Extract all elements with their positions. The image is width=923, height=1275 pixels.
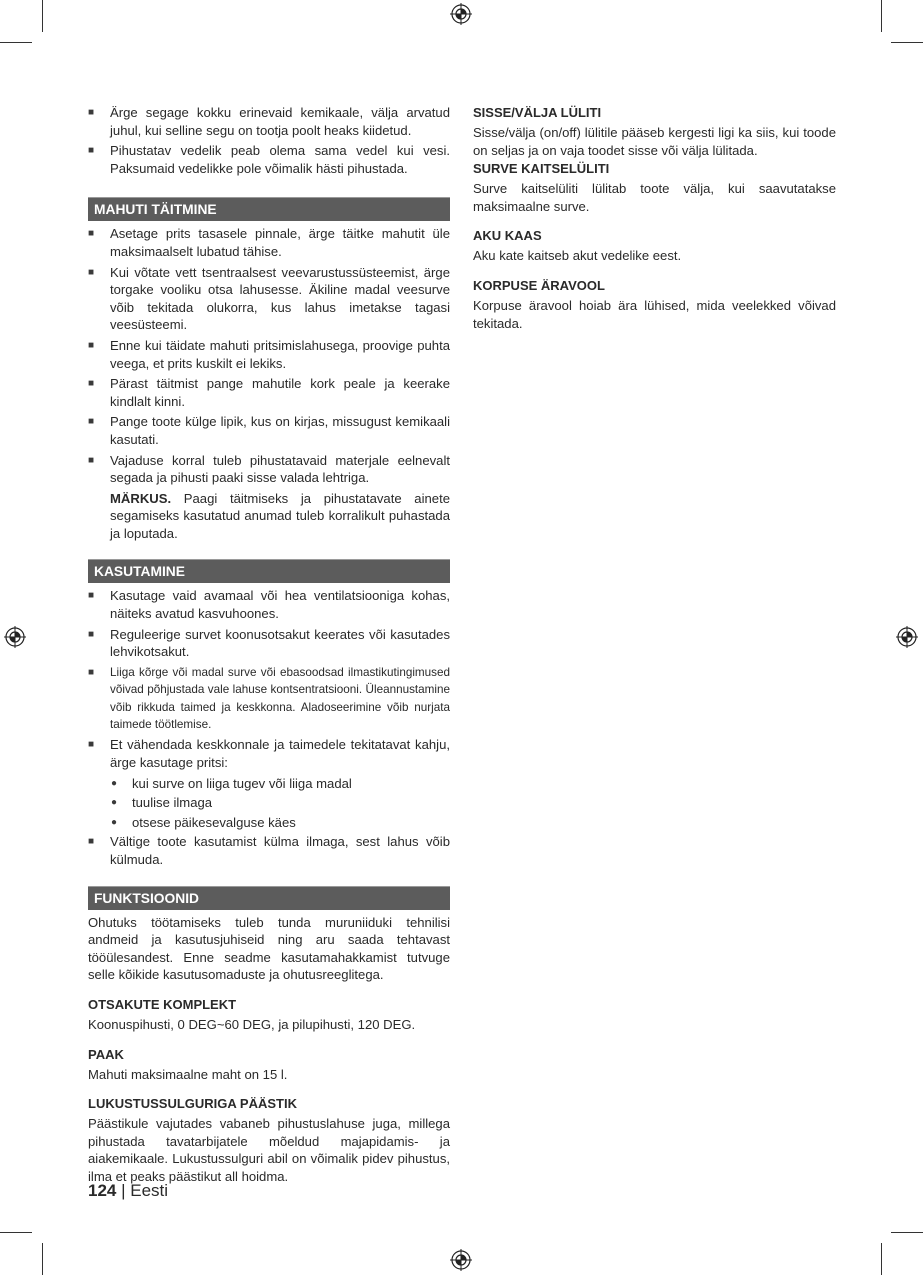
list-item: ■ Enne kui täidate mahuti pritsimislahusega, proovige puhta veega, et prits kuskilt ei lekiks. (88, 337, 450, 372)
crop-mark (42, 0, 43, 32)
list-item: ■ Vajaduse korral tuleb pihustatavaid materjale eelnevalt segada ja pihusti paaki sisse valada lehtriga. (88, 452, 450, 487)
list-item: ■ Pärast täitmist pange mahutile kork peale ja keerake kindlalt kinni. (88, 375, 450, 410)
subheading: SISSE/VÄLJA LÜLITI (473, 105, 602, 120)
crop-mark (891, 1232, 923, 1233)
sub-list-item: ● otsese päikesevalguse käes (88, 814, 450, 832)
crop-mark (881, 1243, 882, 1275)
list-item: ■ Pange toote külge lipik, kus on kirjas, missugust kemikaali kasutati. (88, 413, 450, 448)
right-column (473, 104, 836, 332)
left-column (88, 104, 450, 1186)
subsection-text: Korpuse äravool hoiab ära lühised, mida veelekked võivad tekitada. (473, 297, 836, 331)
registration-mark-icon (450, 1249, 472, 1271)
crop-mark (42, 1243, 43, 1275)
subsection-text: Surve kaitselüliti lülitab toote välja, kui saavutatakse maksimaalne surve. (473, 181, 836, 214)
subheading: OTSAKUTE KOMPLEKT (88, 997, 237, 1012)
list-item: ■ Reguleerige survet koonusotsakut keerates või kasutades lehvikotsakut. (88, 626, 450, 661)
subheading: LUKUSTUSSULGURIGA PÄÄSTIK (88, 1096, 297, 1112)
sub-list-item: ● kui surve on liiga tugev või liiga madal (88, 775, 450, 793)
list-item: ■ Kui võtate vett tsentraalsest veevarustussüsteemist, ärge torgake vooliku otsa lahusesse. Äkiline madal veesurve võib tekitada olukorra, kus lahus imetakse tagasi veesüsteemi. (88, 264, 450, 334)
functions-intro: Ohutuks töötamiseks tuleb tunda muruniiduki tehnilisi andmeid ja kasutusjuhiseid ning aru saada tehtavast tööülesandest. Enne seadme kasutamahakkamist tutvuge selle kõikide kasutusomaduste ja ohutusreeglitega. (88, 914, 450, 983)
section-header-filling: MAHUTI TÄITMINE (88, 197, 450, 221)
subsection-text: Sisse/välja (on/off) lülitile pääseb kergesti ligi ka siis, kui toode on seljas ja on vaja toodet sisse või välja lülitada. (473, 125, 836, 158)
footer-language: Eesti (130, 1181, 169, 1200)
subheading: AKU KAAS (473, 228, 542, 244)
list-item: ■ Ärge segage kokku erinevaid kemikaale, välja arvatud juhul, kui selline segu on tootja poolt heaks kiidetud. (88, 104, 450, 139)
crop-mark (891, 42, 923, 43)
list-item: ■ Liiga kõrge või madal surve või ebasoodsad ilmastikutingimused võivad põhjustada vale lahuse kontsentratsiooni. Üleannustamine võib rikkuda taimed ja keskkonna. Aladoseerimine võib nurjata taimede töötlemise. (88, 664, 450, 734)
note-text: Paagi täitmiseks ja pihustatavate ainete segamiseks kasutatud anumad tuleb korralikult puhastada ja loputada. (110, 490, 450, 541)
footer-separator: | (116, 1181, 131, 1200)
subsection-text: Mahuti maksimaalne maht on 15 l. (88, 1066, 288, 1082)
list-item: ■ Asetage prits tasasele pinnale, ärge täitke mahutit üle maksimaalselt lubatud tähise. (88, 225, 450, 260)
registration-mark-icon (4, 626, 26, 648)
subheading: SURVE KAITSELÜLITI (473, 161, 610, 177)
list-item: ■ Vältige toote kasutamist külma ilmaga, sest lahus võib külmuda. (88, 833, 450, 868)
list-item: ■ Et vähendada keskkonnale ja taimedele tekitatavat kahju, ärge kasutage pritsi: (88, 736, 450, 771)
note-label: MÄRKUS. (110, 490, 172, 506)
section-header-functions: FUNKTSIOONID (88, 886, 450, 910)
sub-list-item: ● tuulise ilmaga (88, 794, 450, 812)
list-item: ■ Pihustatav vedelik peab olema sama vedel kui vesi. Paksumaid vedelikke pole võimalik hästi pihustada. (88, 142, 450, 177)
subheading: PAAK (88, 1046, 124, 1062)
subsection-text: Päästikule vajutades vabaneb pihustuslahuse juga, millega pihustada tavatarbijatele mõeldud majapidamis- ja aiakemikaale. Lukustussulguri abil on võimalik pidev pihustus, ilma et peaks päästikut all hoidma. (88, 1116, 450, 1184)
note-paragraph (88, 490, 450, 543)
crop-mark (0, 1232, 32, 1233)
registration-mark-icon (896, 626, 918, 648)
subheading: KORPUSE ÄRAVOOL (473, 277, 605, 293)
crop-mark (0, 42, 32, 43)
page-number: 124 (88, 1181, 117, 1200)
list-item: ■ Kasutage vaid avamaal või hea ventilatsiooniga kohas, näiteks avatud kasvuhoones. (88, 587, 450, 622)
page-footer (88, 1181, 168, 1201)
section-header-usage: KASUTAMINE (88, 559, 450, 583)
subsection-text: Aku kate kaitseb akut vedelike eest. (473, 248, 682, 264)
crop-mark (881, 0, 882, 32)
registration-mark-icon (450, 3, 472, 25)
subsection-text: Koonuspihusti, 0 DEG~60 DEG, ja pilupihusti, 120 DEG. (88, 1017, 416, 1032)
